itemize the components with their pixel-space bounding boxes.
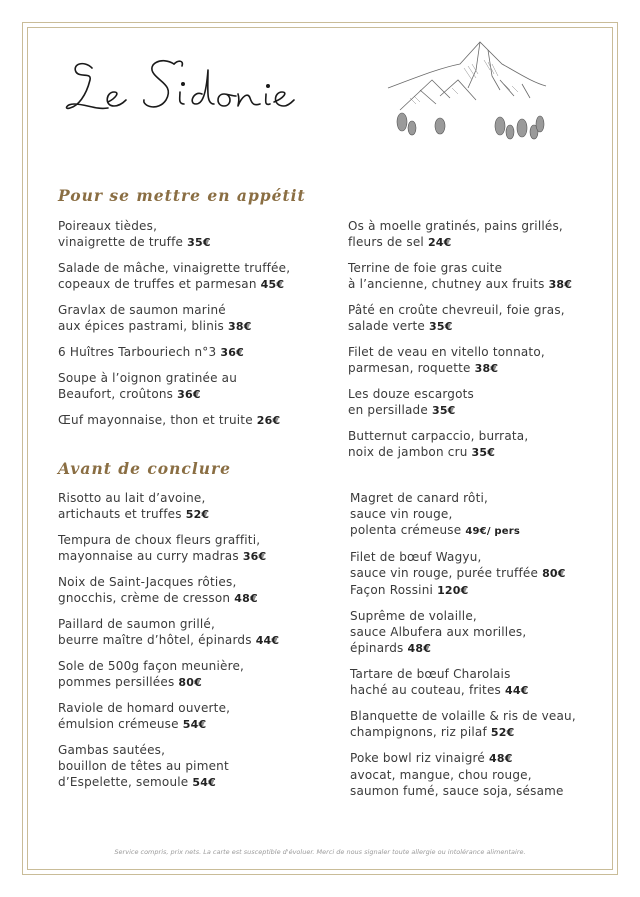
menu-item-line <box>350 565 620 582</box>
price: 24€ <box>427 236 452 249</box>
menu-item <box>58 616 328 649</box>
dish-text: Noix de Saint-Jacques rôties, <box>58 575 237 589</box>
menu-item-line <box>350 724 620 741</box>
menu-item <box>58 742 328 791</box>
menu-item <box>58 344 328 361</box>
section-title-starters: Pour se mettre en appétit <box>58 186 306 205</box>
menu-item-line <box>58 490 328 506</box>
price: 48€ <box>489 752 513 765</box>
menu-item-line <box>350 506 620 522</box>
menu-item <box>58 490 328 523</box>
menu-item-line <box>58 218 328 234</box>
price: 38€ <box>474 362 499 375</box>
mains-left-column <box>58 490 328 800</box>
menu-item-line <box>350 708 620 724</box>
dish-text: Œuf mayonnaise, thon et truite <box>58 413 253 427</box>
dish-text: copeaux de truffes et parmesan <box>58 277 257 291</box>
menu-item-line <box>348 218 618 234</box>
dish-text: saumon fumé, sauce soja, sésame <box>350 784 564 798</box>
price: 44€ <box>255 634 280 647</box>
price: 36€ <box>220 346 244 359</box>
menu-item-line <box>350 767 620 783</box>
menu-item-line <box>58 742 328 758</box>
dish-text: épinards <box>350 641 404 655</box>
dish-text: sauce vin rouge, purée truffée <box>350 566 539 580</box>
menu-item <box>58 302 328 335</box>
menu-item-line <box>348 386 618 402</box>
price: 35€ <box>429 320 453 333</box>
menu-item <box>350 608 620 657</box>
menu-item-line <box>58 260 328 276</box>
price: 35€ <box>187 236 211 249</box>
menu-item <box>350 666 620 699</box>
dish-text: Pâté en croûte chevreuil, foie gras, <box>348 303 565 317</box>
price: 44€ <box>505 684 529 697</box>
dish-text: Butternut carpaccio, burrata, <box>348 429 529 443</box>
menu-item-line <box>58 548 328 565</box>
price: 35€ <box>431 404 456 417</box>
menu-item-line <box>58 532 328 548</box>
menu-item <box>348 260 618 293</box>
dish-text: émulsion crémeuse <box>58 717 179 731</box>
dish-text: Sole de 500g façon meunière, <box>58 659 245 673</box>
starters-left-column <box>58 218 328 438</box>
price: 80€ <box>542 567 566 580</box>
menu-item-line <box>58 386 328 403</box>
menu-item-line <box>350 549 620 565</box>
dish-text: champignons, riz pilaf <box>350 725 487 739</box>
menu-item-line <box>58 658 328 674</box>
price: 38€ <box>548 278 573 291</box>
le-sidonie-logo <box>62 50 302 122</box>
menu-item-line <box>348 276 618 293</box>
price: 52€ <box>490 726 515 739</box>
mountain-sketch-illustration <box>380 40 550 150</box>
menu-item <box>58 260 328 293</box>
menu-item <box>350 750 620 799</box>
menu-item-line <box>58 574 328 590</box>
dish-text: Les douze escargots <box>348 387 475 401</box>
dish-text: avocat, mangue, chou rouge, <box>350 768 532 782</box>
dish-text: Risotto au lait d’avoine, <box>58 491 206 505</box>
menu-item-line <box>350 624 620 640</box>
dish-text: Beaufort, croûtons <box>58 387 174 401</box>
menu-item-line <box>348 360 618 377</box>
menu-item-line <box>58 674 328 691</box>
menu-item <box>58 658 328 691</box>
dish-text: Raviole de homard ouverte, <box>58 701 231 715</box>
price: 54€ <box>192 776 216 789</box>
menu-item-line <box>350 522 620 540</box>
dish-text: Poireaux tièdes, <box>58 219 158 233</box>
menu-item-line <box>350 490 620 506</box>
menu-item-line <box>58 412 328 429</box>
dish-text: polenta crémeuse <box>350 523 462 537</box>
dish-text: Gravlax de saumon mariné <box>58 303 226 317</box>
dish-text: d’Espelette, semoule <box>58 775 189 789</box>
menu-item-line <box>58 344 328 361</box>
dish-text: mayonnaise au curry madras <box>58 549 239 563</box>
menu-item-line <box>348 234 618 251</box>
dish-text: parmesan, roquette <box>348 361 475 375</box>
price: 36€ <box>242 550 267 563</box>
dish-text: Suprême de volaille, <box>350 609 477 623</box>
menu-item-line <box>350 783 620 799</box>
price: 49€/ pers <box>465 526 520 537</box>
dish-text: sauce Albufera aux morilles, <box>350 625 527 639</box>
menu-item-line <box>350 608 620 624</box>
menu-item <box>58 370 328 403</box>
menu-item-line <box>58 302 328 318</box>
dish-text: Os à moelle gratinés, pains grillés, <box>348 219 563 233</box>
dish-text: bouillon de têtes au piment <box>58 759 229 773</box>
menu-item-line <box>58 758 328 774</box>
menu-item-line <box>58 506 328 523</box>
price: 52€ <box>185 508 210 521</box>
menu-item <box>348 428 618 461</box>
dish-text: Gambas sautées, <box>58 743 166 757</box>
dish-text: Soupe à l’oignon gratinée au <box>58 371 238 385</box>
menu-item-line <box>348 260 618 276</box>
dish-text: noix de jambon cru <box>348 445 468 459</box>
menu-item-line <box>58 774 328 791</box>
dish-text: Façon Rossini <box>350 583 434 597</box>
menu-item-line <box>58 716 328 733</box>
price: 45€ <box>260 278 285 291</box>
menu-item-line <box>348 428 618 444</box>
price: 48€ <box>234 592 258 605</box>
menu-item-line <box>348 302 618 318</box>
menu-item <box>58 574 328 607</box>
dish-text: Filet de bœuf Wagyu, <box>350 550 482 564</box>
dish-text: gnocchis, crème de cresson <box>58 591 231 605</box>
menu-item <box>348 386 618 419</box>
menu-item <box>350 708 620 741</box>
price: 36€ <box>177 388 201 401</box>
dish-text: en persillade <box>348 403 428 417</box>
menu-item-line <box>58 632 328 649</box>
dish-text: Blanquette de volaille & ris de veau, <box>350 709 576 723</box>
footer-note: Service compris, prix nets. La carte est susceptible d'évoluer. Merci de nous signaler toute allergie ou intolérance alimentaire. <box>114 848 526 856</box>
mains-right-column <box>350 490 620 808</box>
menu-item <box>350 490 620 540</box>
menu-item-line <box>58 700 328 716</box>
price: 48€ <box>407 642 432 655</box>
menu-item <box>350 549 620 599</box>
dish-text: Salade de mâche, vinaigrette truffée, <box>58 261 291 275</box>
price: 38€ <box>228 320 252 333</box>
menu-item-line <box>348 344 618 360</box>
dish-text: beurre maître d’hôtel, épinards <box>58 633 252 647</box>
dish-text: Poke bowl riz vinaigré <box>350 751 485 765</box>
price: 54€ <box>182 718 207 731</box>
menu-item-line <box>58 616 328 632</box>
dish-text: artichauts et truffes <box>58 507 182 521</box>
menu-item-line <box>58 276 328 293</box>
price: 80€ <box>178 676 202 689</box>
dish-text: 6 Huîtres Tarbouriech n°3 <box>58 345 217 359</box>
section-title-mains: Avant de conclure <box>58 459 232 478</box>
menu-item <box>348 302 618 335</box>
menu-item-line <box>348 402 618 419</box>
menu-item-line <box>350 582 620 599</box>
menu-item-line <box>58 370 328 386</box>
menu-item-line <box>350 640 620 657</box>
dish-text: vinaigrette de truffe <box>58 235 184 249</box>
dish-text: à l’ancienne, chutney aux fruits <box>348 277 545 291</box>
starters-right-column <box>348 218 618 470</box>
dish-text: pommes persillées <box>58 675 175 689</box>
price: 120€ <box>437 584 469 597</box>
menu-item-line <box>348 318 618 335</box>
menu-item <box>348 218 618 251</box>
menu-item-line <box>350 750 620 767</box>
menu-item-line <box>348 444 618 461</box>
dish-text: aux épices pastrami, blinis <box>58 319 224 333</box>
menu-item-line <box>58 234 328 251</box>
menu-item <box>348 344 618 377</box>
dish-text: Paillard de saumon grillé, <box>58 617 215 631</box>
menu-item <box>58 218 328 251</box>
menu-item-line <box>58 590 328 607</box>
menu-item <box>58 412 328 429</box>
menu-item <box>58 700 328 733</box>
menu-item <box>58 532 328 565</box>
dish-text: Tempura de choux fleurs graffiti, <box>58 533 261 547</box>
dish-text: Filet de veau en vitello tonnato, <box>348 345 545 359</box>
price: 26€ <box>256 414 281 427</box>
dish-text: haché au couteau, frites <box>350 683 501 697</box>
dish-text: fleurs de sel <box>348 235 424 249</box>
dish-text: Tartare de bœuf Charolais <box>350 667 511 681</box>
menu-item-line <box>58 318 328 335</box>
menu-item-line <box>350 666 620 682</box>
dish-text: Magret de canard rôti, <box>350 491 489 505</box>
dish-text: salade verte <box>348 319 426 333</box>
price: 35€ <box>471 446 496 459</box>
dish-text: sauce vin rouge, <box>350 507 453 521</box>
dish-text: Terrine de foie gras cuite <box>348 261 503 275</box>
menu-item-line <box>350 682 620 699</box>
